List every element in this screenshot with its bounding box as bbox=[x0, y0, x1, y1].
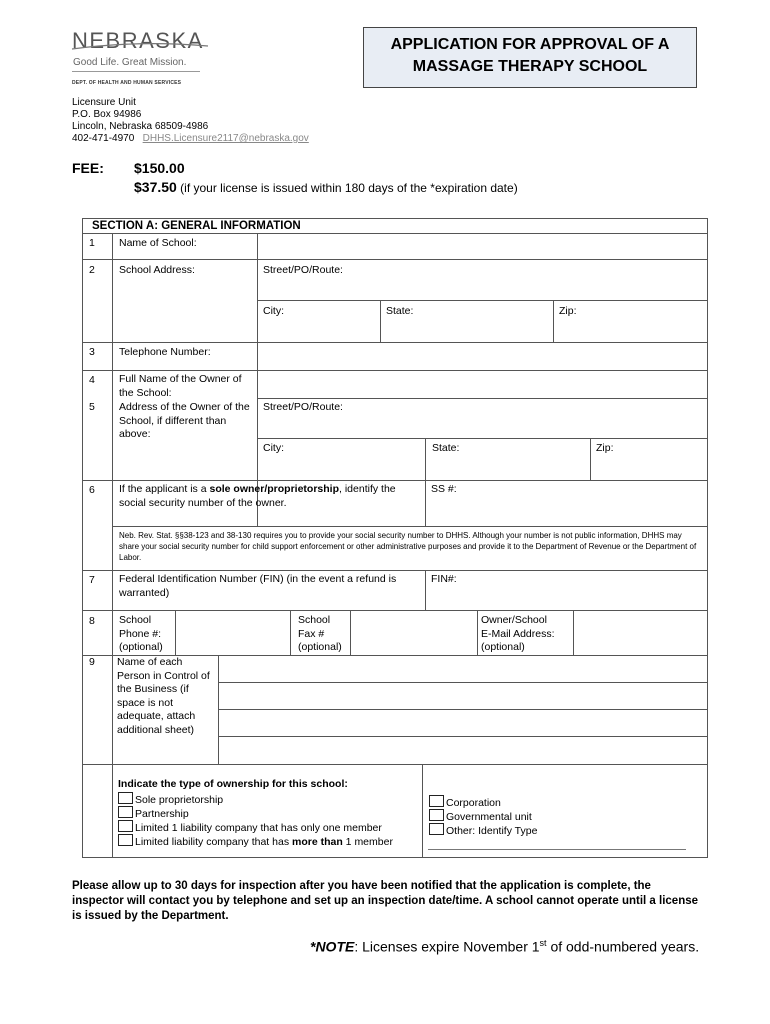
fin-label: FIN#: bbox=[431, 573, 457, 585]
logo-tagline: Good Life. Great Mission. bbox=[73, 57, 187, 68]
telephone-label: Telephone Number: bbox=[119, 346, 211, 358]
row-number: 3 bbox=[89, 346, 95, 358]
owner-email-label: Owner/School E-Mail Address: (optional) bbox=[481, 614, 555, 653]
checkbox-icon[interactable] bbox=[118, 806, 133, 818]
ownership-option[interactable]: Limited liability company that has more than 1 member bbox=[118, 834, 393, 850]
row-number: 7 bbox=[89, 574, 95, 586]
ownership-title: Indicate the type of ownership for this school: bbox=[118, 778, 348, 790]
fee-reduced-amount: $37.50 bbox=[134, 179, 177, 195]
logo-swoosh-icon bbox=[70, 40, 210, 54]
school-name-label: Name of School: bbox=[119, 237, 197, 249]
ssn-label: SS #: bbox=[431, 483, 457, 495]
address-phone: 402-471-4970 bbox=[72, 133, 135, 144]
school-phone-field[interactable] bbox=[176, 611, 290, 655]
row-number: 6 bbox=[89, 484, 95, 496]
school-fax-label: School Fax # (optional) bbox=[298, 614, 342, 653]
address-unit: Licensure Unit bbox=[72, 97, 136, 108]
owner-address-label: Address of the Owner of the School, if different than above: bbox=[119, 401, 250, 440]
checkbox-icon[interactable] bbox=[429, 809, 444, 821]
row-number: 4 bbox=[89, 374, 95, 386]
row-number: 2 bbox=[89, 264, 95, 276]
checkbox-icon[interactable] bbox=[429, 795, 444, 807]
school-phone-label: School Phone #: (optional) bbox=[119, 614, 163, 653]
owner-street-label: Street/PO/Route: bbox=[263, 401, 343, 413]
owner-name-field[interactable] bbox=[258, 371, 707, 398]
control-person-field[interactable] bbox=[219, 656, 707, 682]
row-number: 9 bbox=[89, 656, 95, 668]
address-po-box: P.O. Box 94986 bbox=[72, 109, 142, 120]
ssn-instruction: If the applicant is a sole owner/proprietorship, identify the social security number of the owner. bbox=[119, 483, 396, 509]
owner-email-field[interactable] bbox=[574, 611, 707, 655]
state-label: State: bbox=[386, 305, 414, 317]
persons-in-control-label: Name of each Person in Control of the Business (if space is not adequate, attach additional sheet) bbox=[117, 656, 210, 736]
fee-reduced-note: (if your license is issued within 180 days of the *expiration date) bbox=[180, 181, 518, 195]
other-type-line[interactable] bbox=[428, 849, 686, 850]
logo-wordmark: NEBRASKA bbox=[72, 28, 204, 53]
section-title: SECTION A: GENERAL INFORMATION bbox=[92, 220, 301, 232]
checkbox-icon[interactable] bbox=[118, 792, 133, 804]
mailing-address bbox=[72, 97, 309, 145]
zip-label: Zip: bbox=[559, 305, 577, 317]
street-label: Street/PO/Route: bbox=[263, 264, 343, 276]
owner-city-label: City: bbox=[263, 442, 284, 454]
fin-field[interactable] bbox=[426, 571, 707, 610]
fee-reduced bbox=[134, 179, 518, 195]
logo-divider bbox=[72, 71, 200, 72]
title-line-1: APPLICATION FOR APPROVAL OF A bbox=[390, 36, 670, 53]
fin-label-text: Federal Identification Number (FIN) (in the event a refund is warranted) bbox=[119, 573, 397, 599]
ownership-option[interactable]: Sole proprietorship bbox=[118, 792, 223, 808]
owner-name-label: Full Name of the Owner of the School: bbox=[119, 373, 242, 399]
address-city: Lincoln, Nebraska 68509-4986 bbox=[72, 121, 209, 132]
control-person-field[interactable] bbox=[219, 710, 707, 736]
ownership-option[interactable]: Partnership bbox=[118, 806, 189, 822]
legal-notice: Neb. Rev. Stat. §§38-123 and 38-130 requires you to provide your social security number to DHHS. Although your number is not public information, DHHS may share your social security number for child support enforcement or other administrative purposes and provide it to the Department of Revenue or the Department of Labor. bbox=[119, 531, 697, 562]
row-number: 1 bbox=[89, 237, 95, 249]
ownership-option[interactable]: Limited 1 liability company that has only one member bbox=[118, 820, 382, 836]
school-address-label: School Address: bbox=[119, 264, 195, 276]
telephone-field[interactable] bbox=[258, 343, 707, 370]
control-person-field[interactable] bbox=[219, 683, 707, 709]
inspection-instructions: Please allow up to 30 days for inspection after you have been notified that the application is complete, the inspector will contact you by telephone and set up an inspection date/time. A school cannot operate until a license is issued by the Department. bbox=[72, 880, 699, 922]
checkbox-icon[interactable] bbox=[118, 820, 133, 832]
email-link[interactable]: DHHS.Licensure2117@nebraska.gov bbox=[142, 133, 309, 144]
checkbox-icon[interactable] bbox=[118, 834, 133, 846]
title-line-2: MASSAGE THERAPY SCHOOL bbox=[412, 58, 648, 75]
school-fax-field[interactable] bbox=[351, 611, 477, 655]
row-number: 5 bbox=[89, 401, 95, 413]
checkbox-icon[interactable] bbox=[429, 823, 444, 835]
form-title bbox=[363, 27, 697, 88]
owner-state-label: State: bbox=[432, 442, 460, 454]
school-name-field[interactable] bbox=[258, 234, 707, 259]
owner-zip-label: Zip: bbox=[596, 442, 614, 454]
control-person-field[interactable] bbox=[219, 737, 707, 764]
logo-department: DEPT. OF HEALTH AND HUMAN SERVICES bbox=[72, 80, 182, 86]
expiration-note: *NOTE: Licenses expire November 1st of odd-numbered years. bbox=[310, 938, 700, 955]
ownership-option[interactable]: Other: Identify Type bbox=[429, 823, 537, 839]
fee-label: FEE: bbox=[72, 160, 104, 176]
ssn-field[interactable] bbox=[426, 481, 707, 526]
city-label: City: bbox=[263, 305, 284, 317]
ownership-option[interactable]: Governmental unit bbox=[429, 809, 532, 825]
row-number: 8 bbox=[89, 615, 95, 627]
fee-amount: $150.00 bbox=[134, 160, 185, 176]
ownership-option[interactable]: Corporation bbox=[429, 795, 501, 811]
